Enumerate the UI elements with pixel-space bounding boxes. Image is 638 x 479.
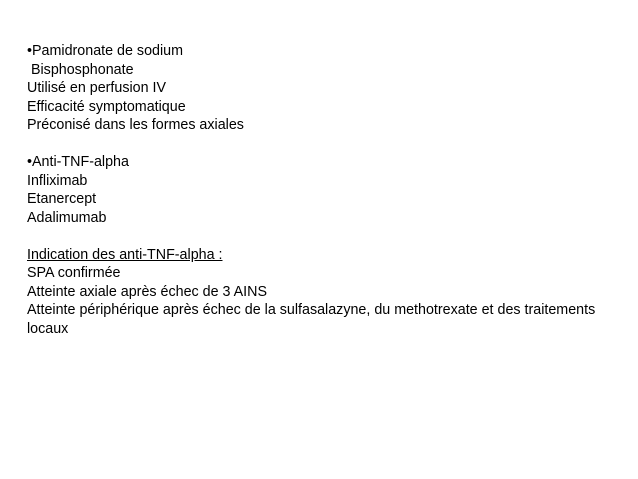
pamidronate-line-1: Bisphosphonate <box>27 61 134 78</box>
indication-heading: Indication des anti-TNF-alpha : <box>27 246 223 263</box>
anti-tnf-line-3: Adalimumab <box>27 209 107 226</box>
pamidronate-line-3: Efficacité symptomatique <box>27 98 186 115</box>
indication-line-2: Atteinte axiale après échec de 3 AINS <box>27 283 268 300</box>
indication-line-1: SPA confirmée <box>27 265 121 281</box>
anti-tnf-line-2: Etanercept <box>27 191 97 207</box>
pamidronate-line-2: Utilisé en perfusion IV <box>27 80 167 96</box>
pamidronate-heading: •Pamidronate de sodium <box>27 43 184 59</box>
slide-body <box>27 42 617 338</box>
pamidronate-line-4: Préconisé dans les formes axiales <box>27 117 244 133</box>
spacer <box>27 135 617 154</box>
anti-tnf-line-1: Infliximab <box>27 172 88 189</box>
indication-line-3: Atteinte périphérique après échec de la sulfasalazyne, du methotrexate et des traitements locaux <box>27 302 596 337</box>
anti-tnf-heading: •Anti-TNF-alpha <box>27 154 129 170</box>
spacer <box>27 227 617 246</box>
